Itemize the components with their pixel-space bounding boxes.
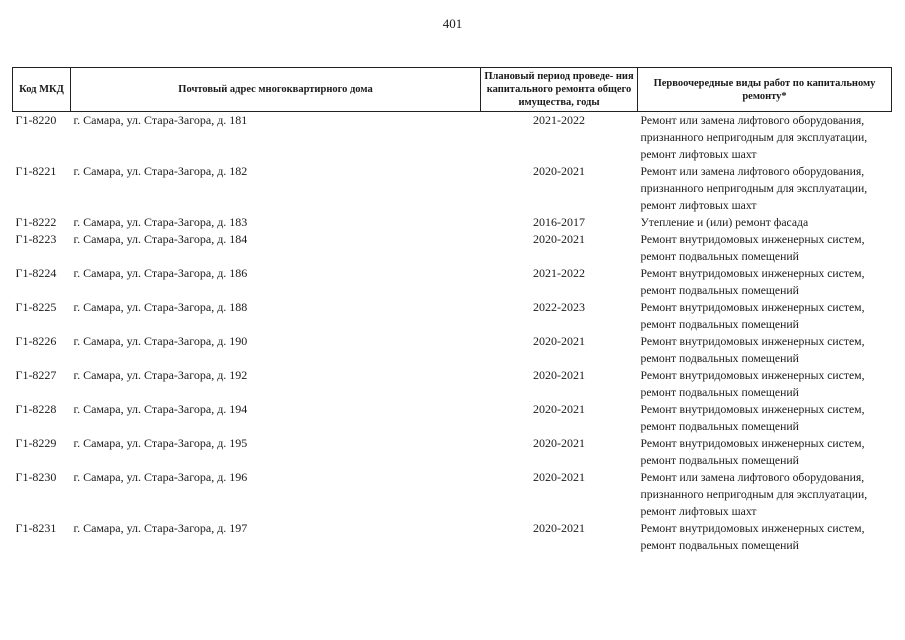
work-line: признанного непригодным для эксплуатации, [640, 488, 868, 501]
work-line: Ремонт или замена лифтового оборудования, [640, 471, 865, 484]
row-code: Г1-8227 [15, 368, 57, 382]
work-line: ремонт подвальных помещений [640, 386, 799, 399]
table-row [13, 435, 892, 469]
work-line: Ремонт внутридомовых инженерных систем, [640, 301, 865, 314]
row-works [638, 299, 892, 333]
row-code: Г1-8222 [15, 215, 57, 229]
row-address: г. Самара, ул. Стара-Загора, д. 196 [73, 470, 248, 484]
table-row [13, 401, 892, 435]
row-code: Г1-8225 [15, 300, 57, 314]
row-code: Г1-8220 [15, 113, 57, 127]
work-line: ремонт лифтовых шахт [640, 148, 757, 161]
row-works [638, 112, 892, 164]
row-period: 2020-2021 [533, 164, 585, 178]
table-body [13, 112, 892, 555]
row-code: Г1-8224 [15, 266, 57, 280]
row-works [638, 435, 892, 469]
header-row [13, 68, 892, 112]
header-period: Плановый период проведе- ния капитального ремонта общего имущества, годы [481, 68, 638, 112]
work-line: Ремонт внутридомовых инженерных систем, [640, 335, 865, 348]
work-line: Ремонт или замена лифтового оборудования, [640, 165, 865, 178]
row-code: Г1-8229 [15, 436, 57, 450]
row-address: г. Самара, ул. Стара-Загора, д. 181 [73, 113, 248, 127]
table-header [13, 68, 892, 112]
row-address: г. Самара, ул. Стара-Загора, д. 188 [73, 300, 248, 314]
row-period: 2020-2021 [533, 402, 585, 416]
work-line: ремонт подвальных помещений [640, 539, 799, 552]
row-period: 2020-2021 [533, 521, 585, 535]
capital-repair-table [12, 67, 892, 554]
header-works: Первоочередные виды работ по капитальному ремонту* [638, 68, 892, 112]
row-period: 2020-2021 [533, 232, 585, 246]
work-line: ремонт подвальных помещений [640, 454, 799, 467]
row-code: Г1-8223 [15, 232, 57, 246]
table-row [13, 333, 892, 367]
row-period: 2020-2021 [533, 436, 585, 450]
row-code: Г1-8221 [15, 164, 57, 178]
work-line: Ремонт внутридомовых инженерных систем, [640, 403, 865, 416]
row-works [638, 163, 892, 214]
row-period: 2020-2021 [533, 334, 585, 348]
work-line: ремонт лифтовых шахт [640, 505, 757, 518]
row-works [638, 469, 892, 520]
row-works [638, 401, 892, 435]
row-works [638, 520, 892, 554]
row-address: г. Самара, ул. Стара-Загора, д. 195 [73, 436, 248, 450]
work-line: Ремонт внутридомовых инженерных систем, [640, 369, 865, 382]
row-code: Г1-8228 [15, 402, 57, 416]
row-address: г. Самара, ул. Стара-Загора, д. 190 [73, 334, 248, 348]
work-line: Ремонт или замена лифтового оборудования, [640, 114, 865, 127]
row-code: Г1-8231 [15, 521, 57, 535]
row-address: г. Самара, ул. Стара-Загора, д. 182 [73, 164, 248, 178]
table-row [13, 469, 892, 520]
table-row [13, 163, 892, 214]
row-period: 2021-2022 [533, 266, 585, 280]
row-works [638, 367, 892, 401]
row-works [638, 214, 892, 231]
row-code: Г1-8226 [15, 334, 57, 348]
row-period: 2021-2022 [533, 113, 585, 127]
row-code: Г1-8230 [15, 470, 57, 484]
work-line: ремонт подвальных помещений [640, 284, 799, 297]
table-row [13, 231, 892, 265]
header-code: Код МКД [13, 68, 71, 112]
work-line: ремонт подвальных помещений [640, 250, 799, 263]
row-period: 2020-2021 [533, 470, 585, 484]
table-row [13, 520, 892, 554]
row-period: 2022-2023 [533, 300, 585, 314]
work-line: Утепление и (или) ремонт фасада [640, 216, 809, 229]
work-line: ремонт подвальных помещений [640, 352, 799, 365]
row-address: г. Самара, ул. Стара-Загора, д. 184 [73, 232, 248, 246]
page-number: 401 [442, 16, 463, 31]
table-row [13, 214, 892, 231]
row-address: г. Самара, ул. Стара-Загора, д. 192 [73, 368, 248, 382]
header-address: Почтовый адрес многоквартирного дома [71, 68, 481, 112]
table-row [13, 299, 892, 333]
table-row [13, 367, 892, 401]
row-works [638, 231, 892, 265]
work-line: Ремонт внутридомовых инженерных систем, [640, 267, 865, 280]
row-period: 2020-2021 [533, 368, 585, 382]
row-address: г. Самара, ул. Стара-Загора, д. 197 [73, 521, 248, 535]
row-address: г. Самара, ул. Стара-Загора, д. 183 [73, 215, 248, 229]
work-line: ремонт лифтовых шахт [640, 199, 757, 212]
work-line: ремонт подвальных помещений [640, 420, 799, 433]
work-line: ремонт подвальных помещений [640, 318, 799, 331]
work-line: признанного непригодным для эксплуатации, [640, 131, 868, 144]
row-address: г. Самара, ул. Стара-Загора, д. 186 [73, 266, 248, 280]
work-line: Ремонт внутридомовых инженерных систем, [640, 522, 865, 535]
work-line: Ремонт внутридомовых инженерных систем, [640, 233, 865, 246]
row-works [638, 265, 892, 299]
table-row [13, 265, 892, 299]
work-line: признанного непригодным для эксплуатации, [640, 182, 868, 195]
table-row [13, 112, 892, 164]
work-line: Ремонт внутридомовых инженерных систем, [640, 437, 865, 450]
row-period: 2016-2017 [533, 215, 585, 229]
row-works [638, 333, 892, 367]
row-address: г. Самара, ул. Стара-Загора, д. 194 [73, 402, 248, 416]
